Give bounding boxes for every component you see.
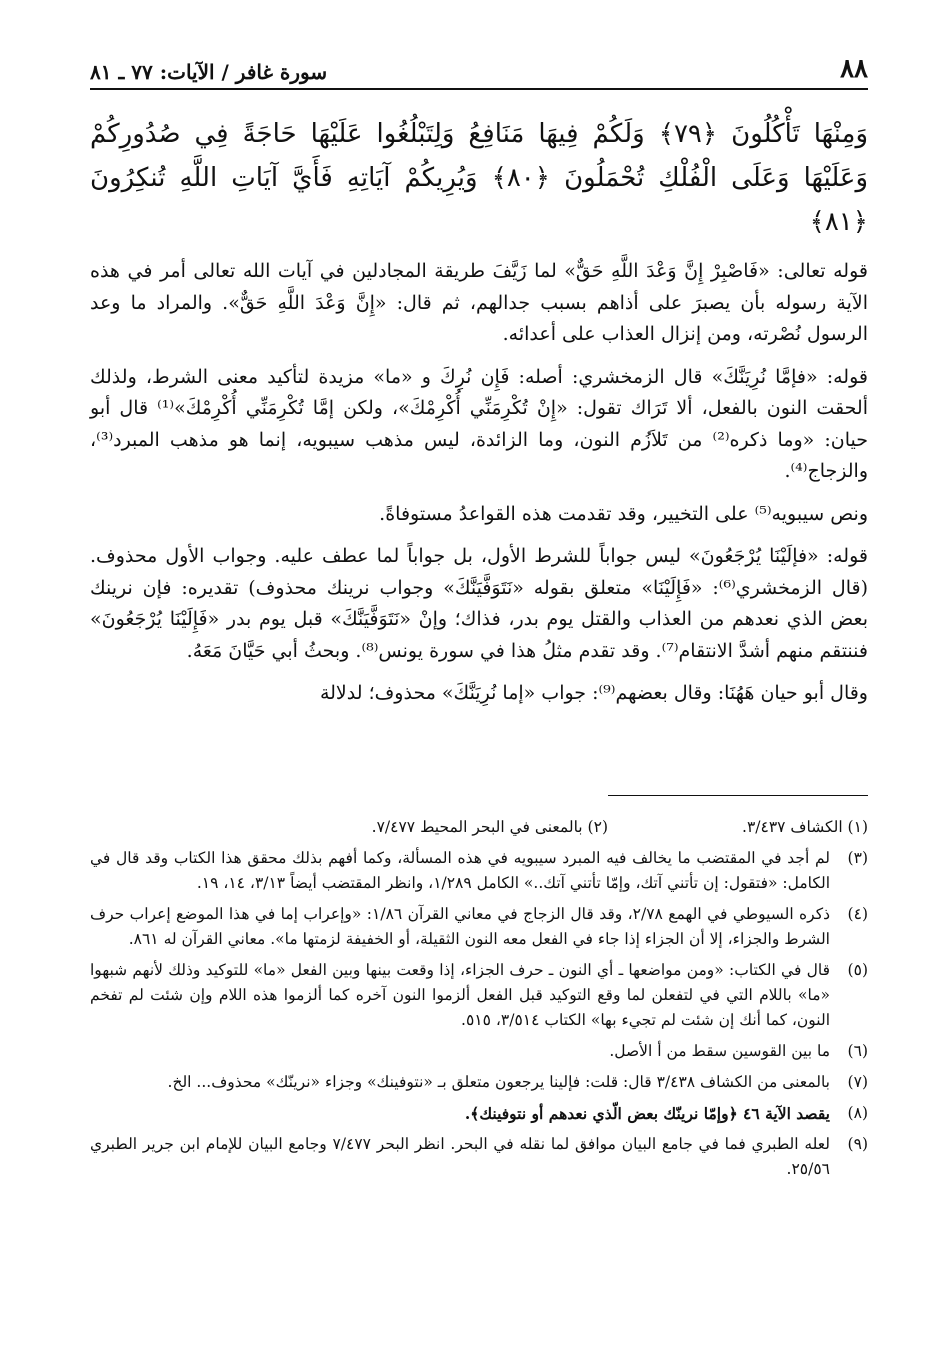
footnotes-section [90, 795, 868, 1188]
footnote [90, 1039, 868, 1064]
footnote-number: (٧) [847, 1073, 868, 1091]
paragraph: قوله تعالى: «فَاصْبِرْ إِنَّ وَعْدَ اللَّهِ حَقٌّ» لما زَيَّفَ طريقة المجادلين في آيات الله تعالى أمر في هذه الآية رسوله بأن يصبرَ على أذاهم بسبب جدالهم، ثم قال: «إِنَّ وَعْدَ اللَّهِ حَقٌّ». والمراد ما وعد الرسول نُصْرته، ومن إنزال العذاب على أعدائه. [90, 260, 868, 345]
footnote-number: (٣) [847, 849, 868, 867]
page-header [90, 48, 868, 90]
footnote-number: (٩) [847, 1135, 868, 1153]
running-title: سورة غافر / الآيات: ٧٧ ـ ٨١ [90, 60, 328, 84]
footnote-text: لم أجد في المقتضب ما يخالف فيه المبرد سيبويه في هذه المسألة، وكما أفهم بذلك محقق هذا الكتاب وقد قال في الكامل: «فتقول: إن تأتني آتك، وإمّا تأتني آتك..» الكامل ١/٢٨٩، وانظر المقتضب أيضاً ٣/١٣، ١٤، ١٩. [90, 849, 830, 892]
footnote-number: (٤) [847, 905, 868, 923]
footnote-text: ما بين القوسين سقط من أ الأصل. [609, 1042, 830, 1060]
footnote-text: لعله الطبري فما في جامع البيان موافق لما نقله في البحر. انظر البحر ٧/٤٧٧ وجامع البيان للإمام ابن جرير الطبري ٢٥/٥٦. [90, 1135, 830, 1178]
footnote-divider [608, 795, 868, 796]
footnote-text: بالمعنى من الكشاف ٣/٤٣٨ قال: قلت: فإلينا يرجعون متعلق بـ «نتوفينك» وجزاء «نرينّك» محذوف... الخ. [167, 1073, 830, 1091]
footnote-row [90, 814, 868, 840]
paragraph: قوله: «فإلَيْنَا يُرْجَعُونَ» ليس جواباً للشرط الأول، بل جواباً لما عطف عليه. وجواب الأول محذوف. (قال الزمخشري⁽⁶⁾: «فَإِلَيْنَا» متعلق بقوله «نَتَوَفَّيَنَّكَ» وجواب نرينك محذوف) تقديره: فإن نرينك بعض الذي نعدهم من العذاب والقتل يوم بدر، فذاك؛ وإنْ «نَتَوَفَّيَنَّكَ» قبل يوم بدر «فَإِلَيْنَا يُرْجَعُونَ» فننتقم منهم أشدَّ الانتقام⁽⁷⁾. وقد تقدم مثلُ هذا في سورة يونس⁽⁸⁾. وبحثُ أبي حَيَّانَ مَعَهُ. [90, 545, 869, 662]
footnote-text: ذكره السيوطي في الهمع ٢/٧٨، وقد قال الزجاج في معاني القرآن ١/٨٦: «وإعراب إما في هذا الموضع إعراب حرف الشرط والجزاء، إلا أن الجزاء إذا جاء في الفعل معه النون الثقيلة، أو الخفيفة لزمتها ما». معاني القرآن له ٨٦١. [90, 905, 831, 948]
quran-verse: وَمِنْهَا تَأْكُلُونَ ﴿٧٩﴾ وَلَكُمْ فِيهَا مَنَافِعُ وَلِتَبْلُغُوا عَلَيْهَا حَاجَةً فِي صُدُورِكُمْ وَعَلَيْهَا وَعَلَى الْفُلْكِ تُحْمَلُونَ ﴿٨٠﴾ وَيُرِيكُمْ آيَاتِهِ فَأَيَّ آيَاتِ اللَّهِ تُنكِرُونَ ﴿٨١﴾ [90, 119, 869, 237]
footnote [90, 846, 868, 896]
footnote-number: (٨) [847, 1104, 868, 1122]
footnote-text: قال في الكتاب: «ومن مواضعها ـ أي النون ـ حرف الجزاء، إذا وقعت بينها وبين الفعل «ما» للتوكيد وذلك لأنهم شبهوا «ما» باللام التي في لتفعلن لما وقع التوكيد قبل الفعل ألزموا النون آخره كما ألزموا هذه اللام وإن شئت لم تفخم النون، كما أنك إن شئت لم تجيء بها» الكتاب ٣/٥١٤، ٥١٥. [90, 961, 830, 1029]
footnote [90, 1070, 868, 1095]
page-number: ٨٨ [840, 54, 868, 84]
footnote [90, 1101, 868, 1126]
footnote [90, 1132, 868, 1182]
footnote-1: (١) الكشاف ٣/٤٣٧. [742, 818, 868, 836]
paragraph: ونص سيبويه⁽⁵⁾ على التخيير، وقد تقدمت هذه القواعدُ مستوفاةً. [379, 502, 868, 525]
footnote-number: (٥) [847, 961, 868, 979]
footnote [90, 902, 868, 952]
paragraph: وقال أبو حيان هَهُنَا: وقال بعضهم⁽⁹⁾: جواب «إما نُرِيَنَّكَ» محذوف؛ لدلالة [319, 682, 868, 704]
paragraph: قوله: «فإمَّا نُرِيَنَّكَ» قال الزمخشري: أصله: فَإِن نُرِكَ و «ما» مزيدة لتأكيد معنى الشرط، ولذلك ألحقت النون بالفعل، ألا تَرَاك تقول: «إِنْ تُكْرِمَنِّي أُكْرِمْكَ»، ولكن إمَّا تُكْرِمَنِّي أُكْرِمْكَ»⁽¹⁾ قال أبو حيان: «وما ذكره⁽²⁾ من تَلاَزُم النون، وما الزائدة، ليس مذهب سيبويه، إنما هو مذهب المبرد⁽³⁾، والزجاج⁽⁴⁾. [90, 365, 869, 482]
footnote [90, 958, 868, 1033]
footnote-2: (٢) بالمعنى في البحر المحيط ٧/٤٧٧. [371, 818, 608, 836]
main-text [90, 112, 868, 721]
footnote-text: يقصد الآية ٤٦ ﴿وإمّا نرينّك بعض الّذي نعدهم أو نتوفينك﴾. [464, 1104, 830, 1123]
footnote-number: (٦) [847, 1042, 868, 1060]
